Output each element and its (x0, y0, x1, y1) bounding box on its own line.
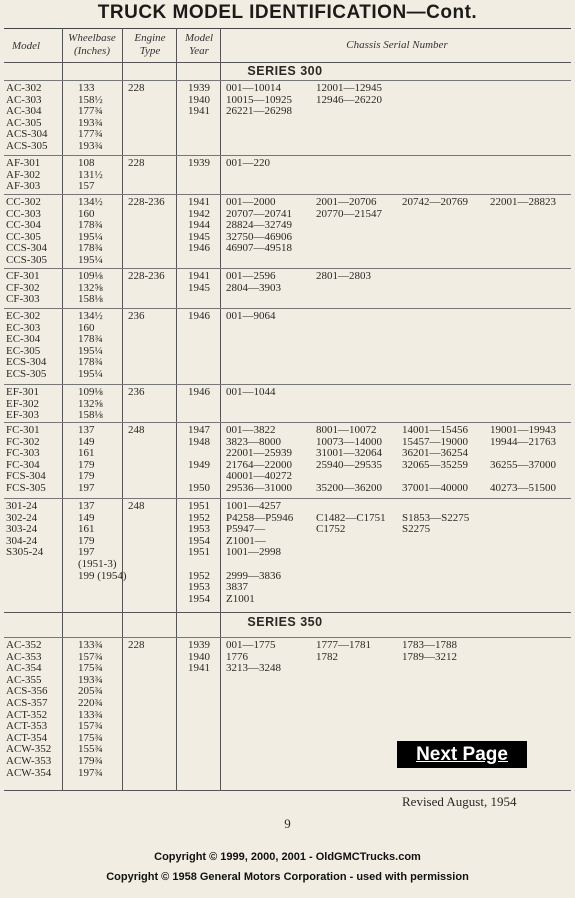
table-row (0, 83, 575, 95)
group-rule (4, 268, 571, 269)
model-cell: CF-302 (6, 281, 40, 294)
serial-cell: 2801—2803 (316, 270, 371, 282)
serial-cell: 10073—14000 (316, 435, 382, 448)
serial-cell: 22001—25939 (226, 447, 292, 460)
wheelbase-cell: 158½ (78, 93, 103, 106)
header-model-year-label: Model (184, 32, 214, 44)
model-year-cell: 1941 (188, 270, 210, 282)
model-year-cell: 1946 (188, 242, 210, 255)
model-cell: EC-303 (6, 321, 41, 334)
model-cell: AC-303 (6, 93, 42, 106)
serial-cell: 20742—20769 (402, 196, 468, 208)
model-cell: ACT-353 (6, 720, 48, 733)
model-cell: S305-24 (6, 546, 44, 559)
serial-cell: 1776 (226, 650, 248, 663)
serial-cell: 37001—40000 (402, 482, 468, 494)
group-rule (4, 155, 571, 156)
model-cell: FC-301 (6, 424, 40, 436)
wheelbase-cell: 149 (78, 511, 95, 524)
serial-cell: 19001—19943 (490, 424, 556, 436)
wheelbase-cell: (1951-3) (78, 558, 117, 570)
serial-cell: Z1001 (226, 592, 255, 605)
wheelbase-cell: 177¾ (78, 105, 103, 118)
page-number: 9 (284, 816, 291, 831)
wheelbase-cell: 179 (78, 534, 95, 547)
model-cell: ACT-354 (6, 731, 48, 744)
model-year-cell: 1948 (188, 435, 210, 448)
series-rule (4, 612, 571, 613)
wheelbase-cell: 197 (78, 482, 95, 494)
wheelbase-cell: 149 (78, 435, 95, 448)
wheelbase-cell: 161 (78, 523, 95, 536)
series-rule (4, 637, 571, 638)
serial-cell: 29536—31000 (226, 482, 292, 494)
header-wheelbase-unit: (Inches) (73, 44, 111, 57)
model-cell: AC-302 (6, 82, 42, 94)
serial-cell: 1001—4257 (226, 500, 281, 512)
engine-type-cell: 228 (128, 82, 145, 94)
model-year-cell: 1947 (188, 424, 210, 436)
wheelbase-cell: 177¾ (78, 128, 103, 141)
wheelbase-cell: 157¾ (78, 720, 103, 733)
serial-cell: 001—3822 (226, 424, 276, 436)
header-engine-label-2: Type (139, 44, 161, 57)
model-cell: CC-303 (6, 207, 41, 220)
serial-cell: 1789—3212 (402, 650, 457, 663)
table-row (0, 483, 575, 495)
header-model-year-label-2: Year (189, 44, 209, 57)
copyright-site: Copyright © 1999, 2000, 2001 - OldGMCTrucks.com (154, 851, 421, 863)
model-cell: 303-24 (6, 523, 38, 536)
model-year-cell: 1952 (188, 569, 210, 582)
wheelbase-cell: 133¾ (78, 639, 103, 651)
model-cell: FCS-304 (6, 470, 46, 483)
model-cell: FC-302 (6, 435, 40, 448)
serial-cell: 14001—15456 (402, 424, 468, 436)
model-year-cell: 1939 (188, 639, 210, 651)
model-cell: CF-301 (6, 270, 40, 282)
wheelbase-cell: 134½ (78, 196, 103, 208)
model-year-cell: 1950 (188, 482, 210, 494)
group-rule (4, 498, 571, 499)
model-cell: CC-302 (6, 196, 41, 208)
serial-cell: 001—220 (226, 157, 270, 169)
model-cell: FC-303 (6, 447, 40, 460)
serial-cell: 1783—1788 (402, 639, 457, 651)
model-cell: AF-303 (6, 180, 41, 193)
model-year-cell: 1944 (188, 219, 210, 232)
table-row (0, 311, 575, 323)
model-cell: CC-305 (6, 230, 41, 243)
header-wheelbase-label: Wheelbase (68, 32, 116, 44)
serial-cell: 3837 (226, 581, 248, 594)
wheelbase-cell: 178¾ (78, 356, 103, 369)
model-cell: ACW-353 (6, 755, 52, 767)
group-rule (4, 422, 571, 423)
model-cell: CCS-305 (6, 254, 47, 266)
serial-cell: P4258—P5946 (226, 511, 294, 524)
serial-cell: C1482—C1751 (316, 511, 386, 524)
model-year-cell: 1953 (188, 523, 210, 536)
group-rule (4, 308, 571, 309)
model-year-cell: 1939 (188, 82, 210, 94)
serial-cell: 32065—35259 (402, 458, 468, 471)
model-cell: ACS-304 (6, 128, 48, 141)
model-cell: AC-304 (6, 105, 42, 118)
serial-cell: 22001—28823 (490, 196, 556, 208)
header-rule (4, 62, 571, 63)
serial-cell: 28824—32749 (226, 219, 292, 232)
table-row (0, 294, 575, 306)
serial-cell: 8001—10072 (316, 424, 377, 436)
model-cell: CCS-304 (6, 242, 47, 255)
header-model: Model (11, 40, 41, 52)
model-year-cell: 1945 (188, 230, 210, 243)
model-cell: ACW-352 (6, 743, 52, 756)
wheelbase-cell: 132⅝ (78, 397, 103, 410)
serial-cell: 20707—20741 (226, 207, 292, 220)
model-cell: EF-301 (6, 386, 39, 398)
model-cell: 301-24 (6, 500, 38, 512)
model-year-cell: 1940 (188, 650, 210, 663)
model-year-cell: 1940 (188, 93, 210, 106)
serial-cell: 36201—36254 (402, 447, 468, 460)
serial-cell: 001—10014 (226, 82, 281, 94)
model-cell: 302-24 (6, 511, 38, 524)
header-wheelbase (64, 32, 120, 57)
model-year-cell: 1941 (188, 196, 210, 208)
table-bottom-rule (4, 790, 571, 791)
serial-cell: 001—1044 (226, 386, 276, 398)
wheelbase-cell: 160 (78, 321, 95, 334)
wheelbase-cell: 158⅛ (78, 293, 103, 306)
wheelbase-cell: 205¾ (78, 685, 103, 698)
model-cell: AC-352 (6, 639, 42, 651)
wheelbase-cell: 195¼ (78, 254, 103, 266)
model-cell: FCS-305 (6, 482, 46, 494)
model-cell: ECS-304 (6, 356, 47, 369)
table-row (0, 410, 575, 422)
wheelbase-cell: 195¼ (78, 368, 103, 380)
model-year-cell: 1941 (188, 105, 210, 118)
serial-cell: 10015—10925 (226, 93, 292, 106)
wheelbase-cell: 220¾ (78, 697, 103, 709)
model-cell: FC-304 (6, 458, 40, 471)
model-cell: 304-24 (6, 534, 38, 547)
serial-cell: 19944—21763 (490, 435, 556, 448)
serial-cell: 2001—20706 (316, 196, 377, 208)
table-row (0, 271, 575, 283)
model-cell: AC-305 (6, 116, 42, 129)
wheelbase-cell: 193¾ (78, 673, 103, 686)
wheelbase-cell: 137 (78, 424, 95, 436)
model-cell: EF-303 (6, 409, 39, 422)
wheelbase-cell: 179 (78, 470, 95, 483)
wheelbase-cell: 160 (78, 207, 95, 220)
serial-cell: 001—2000 (226, 196, 276, 208)
wheelbase-cell: 179¾ (78, 755, 103, 767)
model-cell: EC-302 (6, 310, 41, 322)
group-rule (4, 384, 571, 385)
model-year-cell: 1952 (188, 511, 210, 524)
wheelbase-cell: 131½ (78, 168, 103, 181)
revised-date: Revised August, 1954 (402, 794, 517, 809)
serial-cell: 40001—40272 (226, 470, 292, 483)
serial-cell: 12946—26220 (316, 93, 382, 106)
table-row (0, 698, 575, 710)
serial-cell: 1001—2998 (226, 546, 281, 559)
copyright-gm: Copyright © 1958 General Motors Corporation - used with permission (106, 871, 469, 883)
serial-cell: P5947— (226, 523, 266, 536)
engine-type-cell: 228 (128, 639, 145, 651)
series-rule (4, 80, 571, 81)
engine-type-cell: 236 (128, 310, 145, 322)
serial-cell: 3213—3248 (226, 662, 281, 675)
engine-type-cell: 228-236 (128, 196, 165, 208)
next-page-link[interactable]: Next Page (397, 741, 527, 768)
serial-cell: 2804—3903 (226, 281, 281, 294)
model-year-cell: 1946 (188, 310, 210, 322)
model-year-cell: 1951 (188, 546, 210, 559)
wheelbase-cell: 193¾ (78, 116, 103, 129)
serial-cell: S2275 (402, 523, 431, 536)
serial-cell: 35200—36200 (316, 482, 382, 494)
model-year-cell: 1942 (188, 207, 210, 220)
wheelbase-cell: 175¾ (78, 731, 103, 744)
serial-cell: 3823—8000 (226, 435, 281, 448)
serial-cell: 001—1775 (226, 639, 276, 651)
wheelbase-cell: 193¾ (78, 140, 103, 152)
model-cell: EF-302 (6, 397, 39, 410)
wheelbase-cell: 134½ (78, 310, 103, 322)
table-row (0, 501, 575, 513)
wheelbase-cell: 195¼ (78, 344, 103, 357)
series-350-heading: SERIES 350 (247, 615, 323, 629)
table-row (0, 582, 575, 594)
model-year-cell: 1951 (188, 500, 210, 512)
wheelbase-cell: 108 (78, 157, 95, 169)
model-year-cell: 1954 (188, 534, 210, 547)
wheelbase-cell: 157 (78, 180, 95, 193)
serial-cell: 31001—32064 (316, 447, 382, 460)
engine-type-cell: 228-236 (128, 270, 165, 282)
model-year-cell: 1941 (188, 662, 210, 675)
serial-cell: 12001—12945 (316, 82, 382, 94)
model-year-cell: 1953 (188, 581, 210, 594)
table-row (0, 640, 575, 652)
serial-cell: 001—2596 (226, 270, 276, 282)
table-row (0, 425, 575, 437)
serial-cell: 26221—26298 (226, 105, 292, 118)
model-cell: AC-355 (6, 673, 42, 686)
model-cell: AF-301 (6, 157, 41, 169)
serial-cell: S1853—S2275 (402, 511, 470, 524)
table-row (0, 594, 575, 606)
model-cell: AC-354 (6, 662, 42, 675)
model-cell: ACS-357 (6, 697, 48, 709)
model-cell: ACS-356 (6, 685, 48, 698)
table-row (0, 369, 575, 381)
header-model-year (178, 32, 220, 57)
table-row (0, 571, 575, 583)
header-chassis-serial: Chassis Serial Number (346, 39, 448, 51)
model-cell: EC-305 (6, 344, 41, 357)
serial-cell: 1782 (316, 650, 338, 663)
header-engine-type (124, 32, 176, 57)
engine-type-cell: 228 (128, 157, 145, 169)
wheelbase-cell: 137 (78, 500, 95, 512)
wheelbase-cell: 175¾ (78, 662, 103, 675)
wheelbase-cell: 195¼ (78, 230, 103, 243)
model-cell: ACW-354 (6, 766, 52, 779)
table-row (0, 197, 575, 209)
group-rule (4, 194, 571, 195)
model-year-cell: 1949 (188, 458, 210, 471)
model-cell: EC-304 (6, 333, 41, 346)
model-cell: AF-302 (6, 168, 41, 181)
wheelbase-cell: 178¾ (78, 219, 103, 232)
model-cell: CC-304 (6, 219, 41, 232)
serial-cell: 32750—46906 (226, 230, 292, 243)
table-row (0, 387, 575, 399)
serial-cell: Z1001— (226, 534, 266, 547)
wheelbase-cell: 109⅛ (78, 270, 103, 282)
model-cell: CF-303 (6, 293, 40, 306)
model-year-cell: 1954 (188, 592, 210, 605)
serial-cell: 2999—3836 (226, 569, 281, 582)
wheelbase-cell: 178¾ (78, 242, 103, 255)
engine-type-cell: 236 (128, 386, 145, 398)
wheelbase-cell: 132⅝ (78, 281, 103, 294)
table-row (0, 559, 575, 571)
page-title: TRUCK MODEL IDENTIFICATION—Cont. (97, 2, 478, 23)
wheelbase-cell: 179 (78, 458, 95, 471)
wheelbase-cell: 133 (78, 82, 95, 94)
table-row (0, 141, 575, 153)
model-cell: ECS-305 (6, 368, 47, 380)
table-row (0, 768, 575, 780)
serial-cell: 25940—29535 (316, 458, 382, 471)
serial-cell: 46907—49518 (226, 242, 292, 255)
wheelbase-cell: 109⅛ (78, 386, 103, 398)
header-engine-label: Engine (134, 32, 166, 44)
model-year-cell: 1945 (188, 281, 210, 294)
table-row (0, 181, 575, 193)
model-cell: ACS-305 (6, 140, 48, 152)
engine-type-cell: 248 (128, 500, 145, 512)
series-300-heading: SERIES 300 (247, 64, 323, 78)
wheelbase-cell: 161 (78, 447, 95, 460)
wheelbase-cell: 197 (78, 546, 95, 559)
serial-cell: 40273—51500 (490, 482, 556, 494)
table-row (0, 158, 575, 170)
serial-cell: 15457—19000 (402, 435, 468, 448)
wheelbase-cell: 178¾ (78, 333, 103, 346)
model-cell: ACT-352 (6, 708, 48, 721)
wheelbase-cell: 155¾ (78, 743, 103, 756)
table-row (0, 255, 575, 267)
serial-cell: 001—9064 (226, 310, 276, 322)
engine-type-cell: 248 (128, 424, 145, 436)
wheelbase-cell: 158⅛ (78, 409, 103, 422)
serial-cell: 21764—22000 (226, 458, 292, 471)
serial-cell: 20770—21547 (316, 207, 382, 220)
wheelbase-cell: 199 (1954) (78, 569, 127, 582)
serial-cell: C1752 (316, 523, 346, 536)
wheelbase-cell: 133¾ (78, 708, 103, 721)
serial-cell: 1777—1781 (316, 639, 371, 651)
serial-cell: 36255—37000 (490, 458, 556, 471)
model-year-cell: 1939 (188, 157, 210, 169)
model-cell: AC-353 (6, 650, 42, 663)
wheelbase-cell: 157¾ (78, 650, 103, 663)
model-year-cell: 1946 (188, 386, 210, 398)
title-rule (4, 28, 571, 29)
wheelbase-cell: 197¾ (78, 766, 103, 779)
